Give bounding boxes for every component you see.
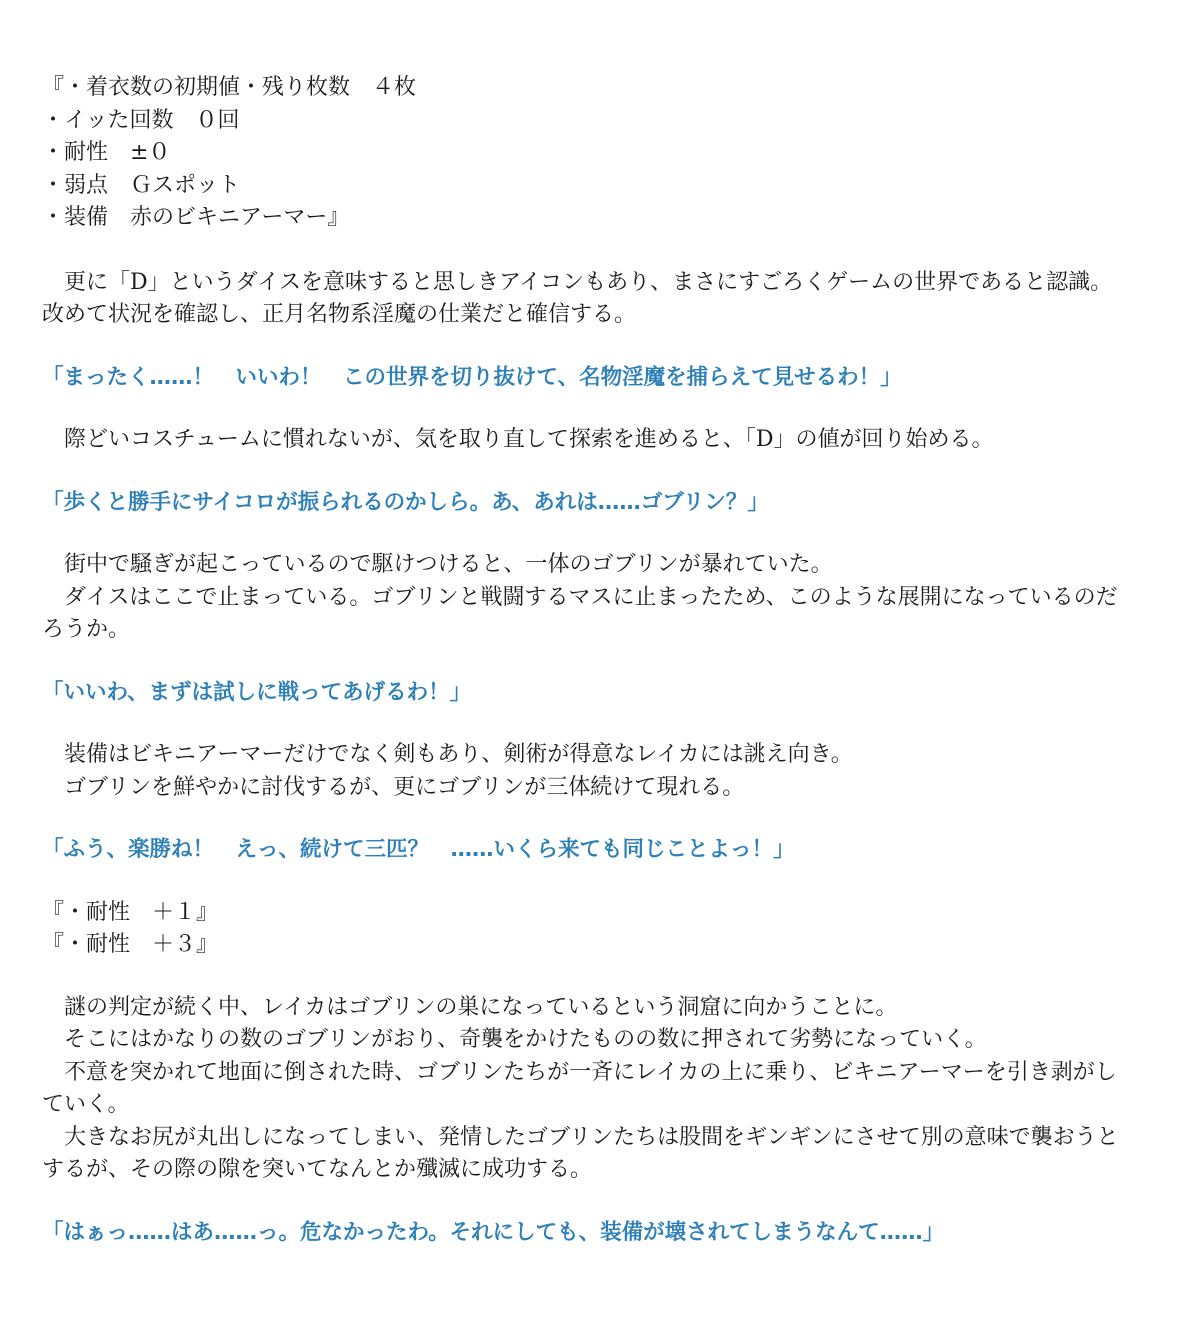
status-update-line: 『・耐性 ＋１』 [42, 899, 219, 925]
narration-paragraph: 更に「D」というダイスを意味すると思しきアイコンもあり、まさにすごろくゲームの世界であると認識。 [64, 269, 1113, 295]
status-line-resistance: ・耐性 ±０ [42, 140, 171, 165]
narration-paragraph: するが、その際の隙を突いてなんとか殲滅に成功する。 [42, 1157, 593, 1182]
narration-paragraph: 謎の判定が続く中、レイカはゴブリンの巣になっているという洞窟に向かうことに。 [64, 994, 898, 1020]
narration-paragraph: 際どいコスチュームに慣れないが、気を取り直して探索を進めると、「D」の値が回り始める。 [64, 427, 994, 452]
dialogue-line: 「はぁっ……はあ……っ。危なかったわ。それにしても、装備が壊されてしまうなんて……」 [42, 1219, 945, 1245]
narration-paragraph: 大きなお尻が丸出しになってしまい、発情したゴブリンたちは股間をギンギンにさせて別の意味で襲おうと [64, 1124, 1119, 1150]
status-line-weakness: ・弱点 Ｇスポット [42, 172, 241, 198]
narration-paragraph: ていく。 [42, 1092, 130, 1117]
narration-paragraph: ゴブリンを鮮やかに討伐するが、更にゴブリンが三体続けて現れる。 [64, 774, 745, 800]
status-update-line: 『・耐性 ＋３』 [42, 932, 219, 957]
document-page [42, 72, 1152, 1249]
status-line-clothing: 『・着衣数の初期値・残り枚数 ４枚 [42, 75, 417, 100]
dialogue-line: 「ふう、楽勝ね！ えっ、続けて三匹？ ……いくら来ても同じことよっ！」 [42, 837, 795, 862]
narration-paragraph: ダイスはここで止まっている。ゴブリンと戦闘するマスに止まったため、このような展開になっているのだ [64, 584, 1118, 610]
narration-paragraph: ろうか。 [42, 617, 131, 642]
dialogue-line: 「いいわ、まずは試しに戦ってあげるわ！」 [42, 679, 472, 705]
narration-paragraph: 改めて状況を確認し、正月名物系淫魔の仕業だと確信する。 [42, 302, 637, 327]
narration-paragraph: 装備はビキニアーマーだけでなく剣もあり、剣術が得意なレイカには誂え向き。 [64, 742, 853, 767]
narration-paragraph: 不意を突かれて地面に倒された時、ゴブリンたちが一斉にレイカの上に乗り、ビキニアーマーを引き剥がし [64, 1059, 1117, 1085]
status-line-climax-count: ・イッた回数 ０回 [42, 107, 240, 133]
status-block [42, 72, 1152, 235]
narration-paragraph: そこにはかなりの数のゴブリンがおり、奇襲をかけたものの数に押されて劣勢になっていく。 [64, 1027, 987, 1052]
narration-paragraph: 街中で騒ぎが起こっているので駆けつけると、一体のゴブリンが暴れていた。 [64, 552, 833, 577]
dialogue-line: 「歩くと勝手にサイコロが振られるのかしら。あ、あれは……ゴブリン？」 [42, 489, 769, 515]
dialogue-line: 「まったく……！ いいわ！ この世界を切り抜けて、名物淫魔を捕らえて見せるわ！」 [42, 364, 902, 390]
status-line-equipment: ・装備 赤のビキニアーマー』 [42, 205, 350, 230]
